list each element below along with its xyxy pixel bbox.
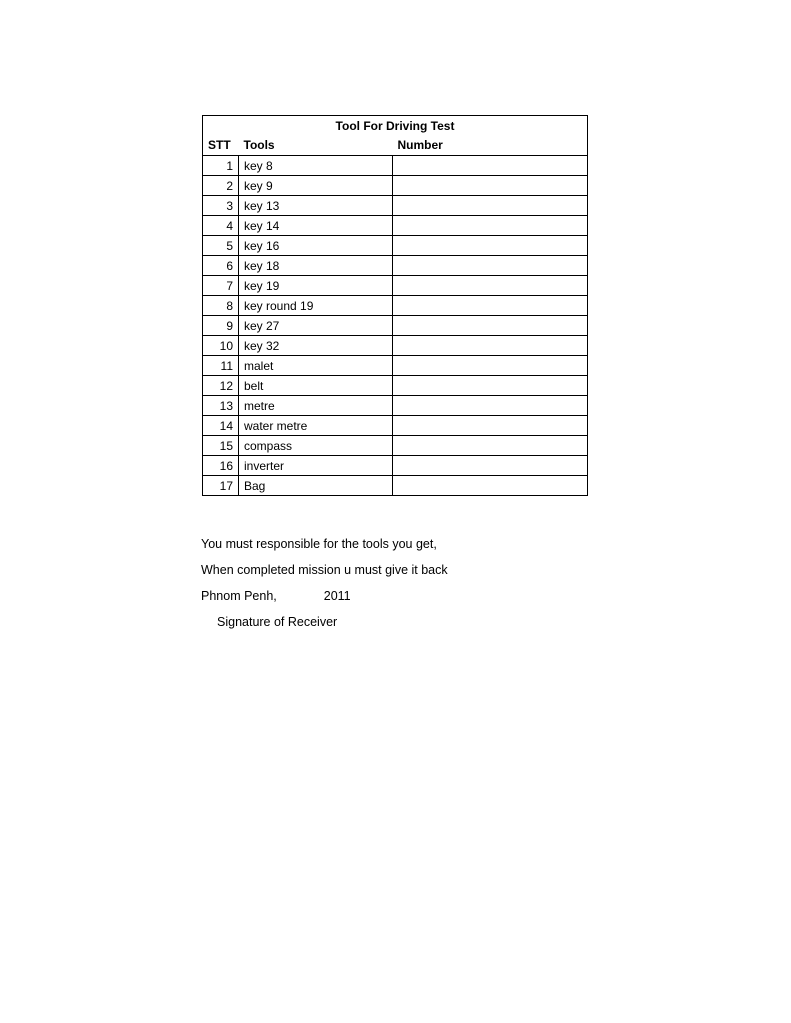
return-note: When completed mission u must give it back	[201, 563, 448, 577]
row-number	[393, 296, 588, 316]
row-tool: key 19	[239, 276, 393, 296]
row-stt: 1	[203, 156, 239, 176]
row-stt: 2	[203, 176, 239, 196]
responsibility-note: You must responsible for the tools you get,	[201, 537, 437, 551]
table-row	[203, 296, 588, 316]
header-stt: STT	[203, 135, 239, 156]
table-row	[203, 236, 588, 256]
row-tool: inverter	[239, 456, 393, 476]
tools-table	[202, 115, 588, 496]
row-tool: water metre	[239, 416, 393, 436]
row-number	[393, 236, 588, 256]
table-title: Tool For Driving Test	[203, 116, 588, 136]
row-stt: 12	[203, 376, 239, 396]
row-number	[393, 316, 588, 336]
row-stt: 4	[203, 216, 239, 236]
table-row	[203, 356, 588, 376]
row-number	[393, 416, 588, 436]
row-stt: 9	[203, 316, 239, 336]
row-number	[393, 276, 588, 296]
table-row	[203, 456, 588, 476]
row-tool: key 8	[239, 156, 393, 176]
table-row	[203, 376, 588, 396]
row-number	[393, 456, 588, 476]
notes-block	[201, 536, 448, 640]
row-stt: 7	[203, 276, 239, 296]
table-row	[203, 216, 588, 236]
table-row	[203, 256, 588, 276]
table-row	[203, 156, 588, 176]
row-tool: belt	[239, 376, 393, 396]
place-date-line	[201, 588, 448, 614]
row-stt: 17	[203, 476, 239, 496]
row-stt: 14	[203, 416, 239, 436]
table-row	[203, 196, 588, 216]
header-tools: Tools	[239, 135, 393, 156]
row-tool: key round 19	[239, 296, 393, 316]
table-row	[203, 176, 588, 196]
row-tool: key 14	[239, 216, 393, 236]
table-body	[203, 156, 588, 496]
table-row	[203, 316, 588, 336]
row-number	[393, 256, 588, 276]
row-number	[393, 476, 588, 496]
table-row	[203, 436, 588, 456]
table-header-row	[203, 135, 588, 156]
row-tool: key 18	[239, 256, 393, 276]
row-tool: key 16	[239, 236, 393, 256]
table-row	[203, 476, 588, 496]
row-tool: key 27	[239, 316, 393, 336]
row-number	[393, 336, 588, 356]
table-row	[203, 396, 588, 416]
row-stt: 6	[203, 256, 239, 276]
row-tool: malet	[239, 356, 393, 376]
row-number	[393, 396, 588, 416]
row-stt: 13	[203, 396, 239, 416]
table-row	[203, 336, 588, 356]
row-number	[393, 156, 588, 176]
signature-label: Signature of Receiver	[217, 615, 338, 629]
row-number	[393, 196, 588, 216]
row-stt: 3	[203, 196, 239, 216]
table-title-row	[203, 116, 588, 136]
row-number	[393, 436, 588, 456]
year-text: 2011	[323, 589, 351, 603]
row-tool: key 9	[239, 176, 393, 196]
table-row	[203, 276, 588, 296]
row-tool: metre	[239, 396, 393, 416]
row-stt: 5	[203, 236, 239, 256]
row-tool: Bag	[239, 476, 393, 496]
row-stt: 15	[203, 436, 239, 456]
table-row	[203, 416, 588, 436]
row-stt: 8	[203, 296, 239, 316]
header-number: Number	[393, 135, 588, 156]
row-tool: key 13	[239, 196, 393, 216]
row-number	[393, 216, 588, 236]
row-tool: compass	[239, 436, 393, 456]
row-stt: 11	[203, 356, 239, 376]
row-number	[393, 176, 588, 196]
row-tool: key 32	[239, 336, 393, 356]
row-stt: 16	[203, 456, 239, 476]
row-number	[393, 356, 588, 376]
place-text: Phnom Penh,	[201, 589, 277, 603]
row-stt: 10	[203, 336, 239, 356]
row-number	[393, 376, 588, 396]
